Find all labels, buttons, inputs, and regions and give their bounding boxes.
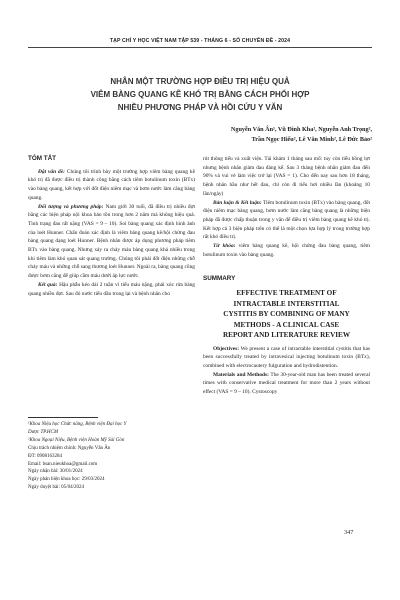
methods-label: Đối tượng và phương pháp:	[38, 203, 104, 210]
summary-methods: Materials and Methods: The 30-year-old man has been treated several times with conservative medical treatment for more than 2 years without effect (VAS = 9 – 10). Cystoscopy	[203, 371, 370, 396]
date-reviewed: Ngày phản biện khoa học: 29/03/2024	[28, 477, 105, 483]
abstract-discussion: Bàn luận & Kết luận: Tiêm botulinum toxin (BTx) vào bàng quang, đốt điện niêm mạc bàng quang, bơm nước làm căng bàng quang là những biện pháp đã được chấp thuận trong y văn để điều trị viêm bàng quang kẽ khó trị. Kết hợp cả 3 biện pháp trên có thể là một chọn lựa hợp lý trong trường hợp rất khó điều trị.	[203, 199, 371, 241]
summary-objectives: Objectives: We present a case of intractable interstitial cystitis that has been successfully treated by intravesical injecting botulinum toxin (BTx), combined with electrocautery fulguration and hydrodistention.	[203, 345, 370, 370]
affiliation-1: ¹Khoa Niệu học Chức năng, Bệnh viện Đại học Y	[28, 422, 127, 427]
author-list	[72, 125, 372, 145]
left-column	[28, 155, 195, 298]
abstract-methods: Đối tượng và phương pháp: Nam giới 30 tuổi, đã điều trị nhiều đợt bằng các biện pháp nội khoa bảo tồn trong hơn 2 năm mà không hiệu quả. Tình trạng đau rất nặng (VAS = 9 – 10). Soi bàng quang xác định hình ảnh của loét Hunner. Chẩn đoán xác định là viêm bàng quang kẽ/hội chứng đau bàng quang dạng loét Hunner. Bệnh nhân được áp dụng phương pháp tiêm BTx vào bàng quang. Nhưng xảy ra chảy máu bàng quang khá nhiều trong khi tiêm làm khó quan sát quang trường. Chúng tôi phải đốt điện những chỗ chảy máu và những chỗ sang thương loét Hunner. Ngoài ra, bàng quang cũng được bơm căng để giúp cầm máu dưới áp lực nước.	[28, 203, 196, 280]
email: Email: bsan.nieukhoa@gmail.com	[28, 461, 98, 467]
abstract-background: Đặt vấn đề: Chúng tôi trình bày một trường hợp viêm bàng quang kẽ khó trị đã được điều trị thành công bằng cách tiêm botulinum toxin (BTx) vào bàng quang, kết hợp với đốt điện niêm mạc và bơm nước làm căng bàng quang.	[28, 168, 195, 201]
date-received: Ngày nhận bài: 30/01/2024	[28, 469, 83, 475]
author-line: Nguyễn Văn Ân¹, Vũ Đình Kha², Nguyễn Anh Trọng²,	[230, 126, 372, 133]
date-accepted: Ngày duyệt bài: 05/04/2024	[28, 485, 84, 491]
abstract-heading: TÓM TẮT	[28, 155, 56, 162]
keywords-vi: Từ khóa: viêm bàng quang kẽ, hội chứng đau bàng quang, tiêm botulinum toxin vào bàng quang.	[203, 243, 370, 258]
article-title	[30, 75, 370, 114]
english-title: EFFECTIVE TREATMENT OF INTRACTABLE INTERSTITIAL CYSTITIS BY COMBINING OF MANY METHODS - A CLINICAL CASE REPORT AND LITERATURE REVIEW	[222, 289, 351, 340]
right-column	[203, 155, 370, 397]
title-line: NHÂN MỘT TRƯỜNG HỢP ĐIỀU TRỊ HIỆU QUẢ	[110, 77, 290, 86]
footnotes	[28, 421, 196, 492]
objectives-label: Objectives:	[213, 345, 240, 352]
materials-methods-label: Materials and Methods:	[213, 371, 269, 378]
keywords-label: Từ khóa:	[213, 243, 236, 250]
abstract-results-cont: rút thông tiểu và xuất viện. Tái khám 1 tháng sau mổ: tuy còn tiểu hồng lợt nhưng bệnh nhân giảm đau đáng kể. Sau 3 tháng bệnh nhân giảm đau đến 90% và vui vẻ làm việc trở lại (VAS = 1). Cho đến nay sau hơn 18 tháng, bệnh nhân hầu như hết đau, chỉ còn đi tiểu hơi nhiều lần (khoảng 10 lần/ngày)	[203, 156, 371, 197]
discussion-label: Bàn luận & Kết luận:	[213, 199, 262, 206]
corresponding-author: Chịu trách nhiệm chính: Nguyễn Văn Ân	[28, 445, 111, 451]
summary-heading: SUMMARY	[203, 275, 236, 283]
author-line: Trần Ngọc Hiếu², Lê Văn Minh², Lê Đức Bảo²	[251, 136, 372, 143]
header-rule	[28, 47, 372, 48]
affiliation-2: ²Khoa Ngoại Niệu, Bệnh viện Hoàn Mỹ Sài Gòn	[28, 437, 125, 443]
running-head: TẠP CHÍ Y HỌC VIỆT NAM TẬP 539 - THÁNG 6 - SỐ CHUYÊN ĐỀ - 2024	[109, 38, 291, 44]
affiliation-1-cont: Dược TP.HCM	[28, 429, 59, 435]
phone: ĐT: 0908163284	[28, 453, 63, 459]
background-label: Đặt vấn đề:	[38, 168, 65, 175]
results-label: Kết quả:	[38, 281, 58, 288]
page-number: 347	[344, 529, 354, 536]
footnote-rule	[28, 417, 98, 418]
title-line: NHIỀU PHƯƠNG PHÁP VÀ HỒI CỨU Y VĂN	[117, 103, 283, 112]
abstract-results: Kết quả: Hậu phẫu kéo dài 2 tuần vì tiểu máu nặng, phải xúc rửa bàng quang nhiều đợt. Sau đó nước tiểu dần trong lại và bệnh nhân cho	[28, 281, 195, 297]
title-line: VIÊM BÀNG QUANG KẼ KHÓ TRỊ BẰNG CÁCH PHỐI HỢP	[90, 90, 310, 99]
